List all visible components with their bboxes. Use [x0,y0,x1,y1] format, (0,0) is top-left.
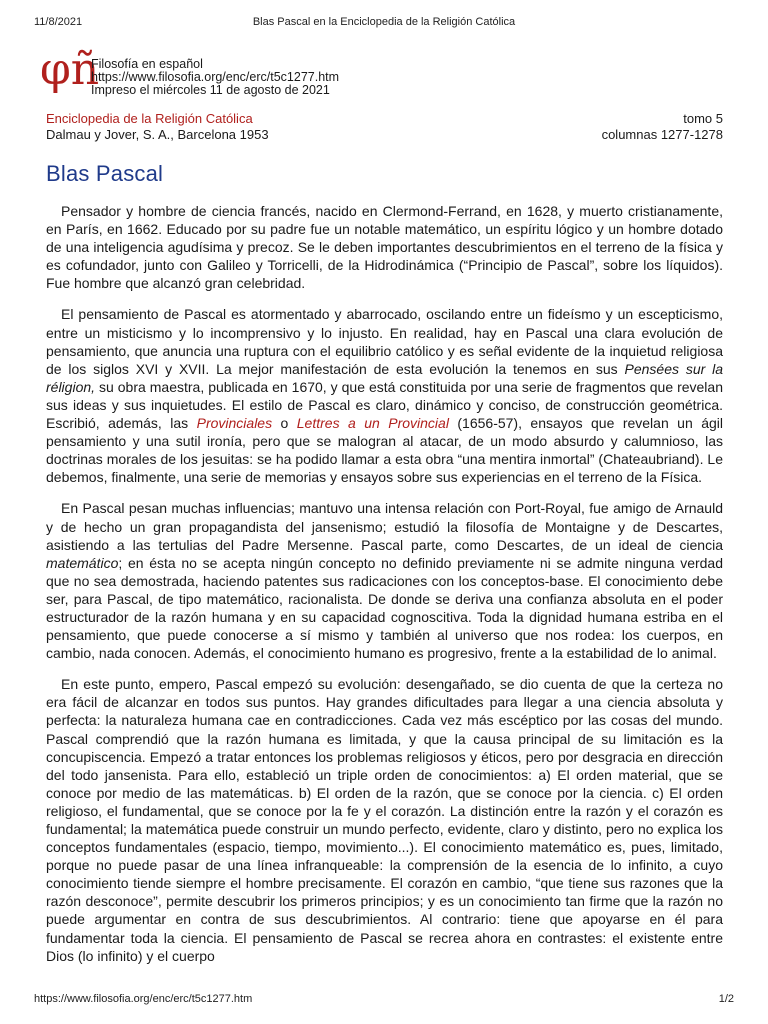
columns-label: columnas 1277-1278 [601,126,723,142]
print-page-title: Blas Pascal en la Enciclopedia de la Religión Católica [252,16,516,28]
print-header [34,16,734,30]
source-reference [46,111,269,142]
matematico-emphasis: matemático [46,554,119,571]
print-date: 11/8/2021 [34,16,83,28]
paragraph-4: En este punto, empero, Pascal empezó su evolución: desengañado, se dio cuenta de que la certeza no era fácil de alcanzar en todos sus puntos. Hay grandes dificultades para llegar a una ciencia absoluta y perfecta: la naturaleza humana cae en contradicciones. Cada vez más escéptico por las cosas del mundo. Pascal comprendió que la razón humana es limitada, y que la causa principal de su limitación es la concupiscencia. Empezó a tratar entonces los problemas religiosos y éticos, pero por desgracia en dirección del todo jansenista. Para ello, estableció un triple orden de conocimientos: a) El orden material, que se conoce por medio de las matemáticas. b) El orden de la razón, que se conoce por la ciencia. c) El orden religioso, el fundamental, que se conoce por la fe y el corazón. La distinción entre la razón y el corazón es fundamental; la matemática puede construir un mundo perfecto, evidente, claro y distinto, pero no explica los conceptos fundamentales (espacio, tiempo, movimiento...). El conocimiento matemático es, pues, limitado, porque no puede pasar de una línea infranqueable: la comprensión de la esencia de lo infinito, a cuyo conocimiento tiende siempre el hombre precisamente. El corazón en cambio, “que tiene sus razones que la razón desconoce”, permite descubrir los primeros principios; y es un conocimiento tan firme que la razón no puede argumentar en contra de sus descubrimientos. Al contrario: tiene que apoyarse en él para fundamentar toda la ciencia. El pensamiento de Pascal se recrea ahora en contrastes: el existente entre Dios (lo infinito) y el cuerpo [46,676,723,964]
paragraph-2 [46,305,723,486]
lettres-provincial-link[interactable]: Lettres a un Provincial [296,415,449,432]
paragraph-2-text-b: su obra maestra, publicada en 1670, y que está constituida por una serie de fragmentos que revelan sus ideas y sus inquietudes. El estilo de Pascal es claro, dinámico y conciso, de construcción geométrica. Escribió, además, las [46,378,723,432]
paragraph-3-text-a: En Pascal pesan muchas influencias; mantuvo una intensa relación con Port-Royal, fue amigo de Arnauld y de hecho un gran propagandista del jansenismo; estudió la filosofía de Montaigne y de Descartes, asistiendo a las tertulias del Padre Mersenne. Pascal parte, como Descartes, de un ideal de ciencia [46,500,723,553]
volume-reference [602,111,723,142]
site-name[interactable]: Filosofía en español [91,57,203,71]
volume-label: tomo 5 [683,111,723,126]
print-date-line: Impreso el miércoles 11 de agosto de 2021 [91,83,330,97]
paragraph-2-text-a: El pensamiento de Pascal es atormentado y abarrocado, oscilando entre un fideísmo y un escepticismo, entre un misticismo y lo incomprensivo y lo injusto. En realidad, hay en Pascal una clara evolución de pensamiento, que anuncia una ruptura con el equilibrio católico y es señal evidente de la inquietud religiosa de los siglos XVI y XVII. La mejor manifestación de esta evolución la tenemos en sus [46,306,723,377]
site-logo[interactable]: φñ [40,44,100,95]
paragraph-2-text-d: (1656-57), ensayos que revelan un ágil pensamiento y una sutil ironía, pero que se malogran al atacar, de un modo absurdo y calumnioso, las doctrinas morales de los jesuitas: se ha podido llamar a esta obra “una mentira inmortal” (Chateaubriand). Le debemos, finalmente, una serie de memorias y ensayos sobre sus experiencias en el terreno de la Física. [46,415,723,486]
publisher-line: Dalmau y Jover, S. A., Barcelona 1953 [46,126,269,142]
paragraph-3 [46,499,723,662]
article-body [46,202,723,978]
paragraph-1: Pensador y hombre de ciencia francés, nacido en Clermond-Ferrand, en 1628, y muerto cristianamente, en París, en 1662. Educado por su padre fue un notable matemático, un espíritu lógico y un hombre dotado de una inteligencia agudísima y precoz. Se le deben importantes descubrimientos en el terreno de la física y es cofundador, junto con Galileo y Torricelli, de la Hidrodinámica (“Principio de Pascal”, sobre los líquidos). Fue hombre que alcanzó gran celebridad. [46,203,723,292]
site-info [91,58,339,97]
encyclopedia-link[interactable]: Enciclopedia de la Religión Católica [46,111,253,126]
print-footer [34,993,734,1007]
provinciales-link[interactable]: Provinciales [196,415,273,432]
paragraph-2-text-c: o [272,415,297,432]
pensees-title: Pensées sur la réligion, [46,360,723,395]
article-title: Blas Pascal [46,161,164,186]
site-url[interactable]: https://www.filosofia.org/enc/erc/t5c1277.htm [91,70,340,84]
page-number: 1/2 [718,993,734,1005]
paragraph-3-text-b: ; en ésta no se acepta ningún concepto no definido previamente ni se admite ninguna verdad que no sea demostrada, haciendo patentes sus radicaciones con los conceptos-base. El conocimiento debe ser, para Pascal, de tipo matemático, racionalista. De donde se deriva una confianza absoluta en el poder estructurador de la razón humana y en su capacidad cognoscitiva. Toda la dignidad humana estriba en el pensamiento, que puede conocerse a sí mismo y también al universo que nos rodea: los cuerpos, en cambio, nada conocen. Además, el conocimiento humano es progresivo, frente a la estabilidad de lo animal. [46,554,723,662]
footer-url: https://www.filosofia.org/enc/erc/t5c1277.htm [34,993,253,1005]
